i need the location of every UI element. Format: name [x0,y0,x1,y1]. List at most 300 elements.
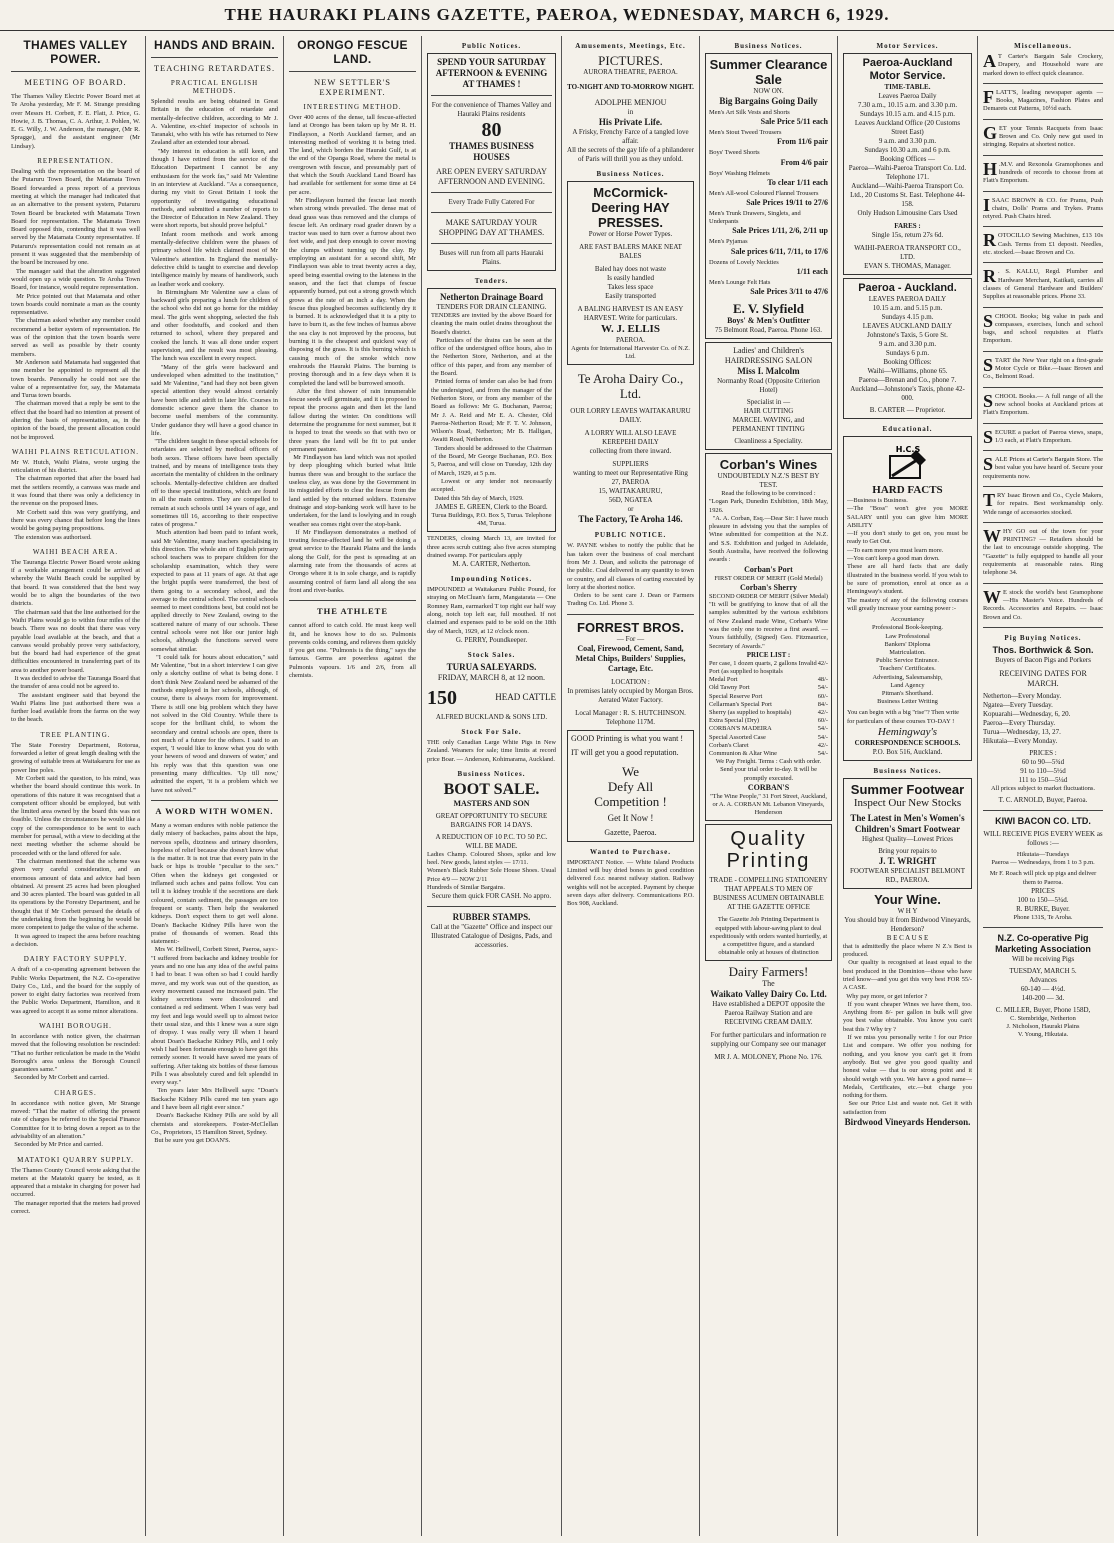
advert-motor-service [843,53,972,275]
classified-text: RY Isaac Brown and Co., Cycle Makers, for repairs. Best workmanship only. Wide range of accessories stocked. [983,491,1105,516]
advert-te-aroha-dairy [567,371,694,525]
drop-cap: R [983,266,996,287]
advert-text: The Factory, Te Aroha 146. [578,514,683,525]
advert-text: A BALING HARVEST IS AN EASY HARVEST. Write for particulars. [577,305,684,322]
classified-text: CHOOL Books.— A full range of all the new school books at Auckland prices at Flatt's Emporium. [983,392,1105,417]
advert-text: For the convenience of Thames Valley and Hauraki Plains residents [431,101,552,118]
section-heading: WAIHI PLAINS RETICULATION. [12,447,139,456]
drop-cap: G [983,122,998,143]
advert-text: MR J. A. MOLONEY, Phone No. 176. [714,1053,823,1062]
article-subtitle: MEETING OF BOARD. [24,77,127,87]
advert-text: PRICES : [1029,748,1057,757]
classified-ad [983,426,1105,447]
advert-firm: J. T. WRIGHT [878,855,937,866]
advert-text: Corban's Sherry [739,582,798,592]
advert-title: Te Aroha Dairy Co., Ltd. [577,371,684,402]
advert-text: 60 to 90—5¾d 91 to 110—5½d 111 to 150—5¼d [1018,757,1068,784]
classified-ad [983,232,1103,257]
section-heading: PRACTICAL ENGLISH METHODS. [170,79,259,95]
classified-ad [983,525,1105,578]
advert-text: FOOTWEAR SPECIALIST BELMONT RD., PAEROA. [850,866,965,884]
advert-firm: ALFRED BUCKLAND & SONS LTD. [435,712,548,721]
advert-text: A REDUCTION OF 10 P.C. TO 50 P.C. WILL BE MADE. [435,832,548,850]
category-heading: Public Notices. [461,42,522,50]
section-heading: WAIHI BEACH AREA. [32,547,119,556]
advert-text: You should buy it from Birdwood Vineyards, Henderson? [844,915,971,933]
classified-text: CHOOL Books; big value in pads and compasses, exercises, lunch and school bags, and school requisites at Flatt's Emporium. [983,312,1105,345]
advert-title: KIWI BACON CO. LTD. [995,816,1091,827]
advert-your-wine [843,892,972,943]
sale-item [709,279,828,297]
advert-text: FIRST ORDER OF MERIT (Gold Medal) [714,574,823,582]
advert-text: wanting to meet our Representative Ring [573,469,688,478]
article-text: Splendid results are being obtained in Great Britain in the education of retardate and mentally-defective children, according to Mr J. A. Valentine, ex-chief inspector of schools in Taranaki, who with his wife has returned to New Zealand after an extended tour abroad. "My interest in education is still keen, and though I have retired from the service of the Education Department I cannot be any enthusiasm for the work fas," said Mr Valentine in an interview at Auckland. "As a consequence, during my visit to Great Britain I took the opportunity of investigating educational methods, and submitted a number of reports to the Director of Education in New Zealand. They were short reports, but should prove helpful." Infant room methods and work among mentally-defective children were the phases of primary school life which claimed most of Mr Valentine's attention. In England the mentally-defective child is taught to exercise and develop intelligence mainly by means of handiwork, such as leather work and cookery. In Birmingham Mr Valentine saw a class of backward girls preparing a lunch for children of the school who did not go home for the midday meal. The girls went shopping, selected the fish and other foodstuffs, and cooked and then returned to school, where they prepared and cooked the lunch. It was all done under expert supervision, and the result was most pleasing. The lunch was excellent in every respect. "Many of the girls were backward and undeveloped when admitted to the institution," said Mr Valentine, "and had they not been given special attention they would almost certainly have been idle and adrift in later life. Courses in domestic science gave them the chance to become useful members of the community. Under guidance they will have a good chance in life. "The children taught in these special schools for retardates are selected by medical officers of both sexes. These officers have been specially trained, and by means of intelligence tests they ascertain the mentality of children in the ordinary schools. Mentally-defective children are drafted off to these special institutions, which are found in all the main centres. They are compelled to remain at such schools until 14 years of age, and sometimes till 16, according to their respective rates of progress." Much attention had been paid to infant work, said Mr Valentine, many teachers specialising in this direction. The whole aim of English primary school teachers was to prepare children for the scholarship examination, which they were expected to pass at 11 years of age. At that age the bright pupils were transferred, the best of them going to a secondary school, and the average to the central school. The central schools seemed to meet conditions best, but could not be applied directly to New Zealand, owing to the scattered nature of many of our schools. These central schools were not like our junior high schools, although the functions served were somewhat similar. "I could talk for hours about education," said Mr Valentine, "but in a short interview I can give only a sketchy outline of what is being done. I don't think New Zealand need be ashamed of the methods employed in her schools, although, of course, there is always room for improvement. There is still one big problem which they have not solved in the Old Country. While there is scope for the brilliant child, to whom the secondary and central schools are open, there is not much of a future for the others. I said to an expert, 'I would like to know what you do with your hewers of wood and drawers of water,' and his reply was that this question was one presenting many difficulties. 'Up till now,' admitted the expert, 'it is a problem which we have not solved.'" [151,98,279,794]
advert-text: Secure them quick FOR CASH. No appro. [431,892,552,901]
advert-text: Highest Quality—Lowest Prices [862,834,953,843]
category-heading: Amusements, Meetings, Etc. [575,42,686,50]
advert-title: Paeroa - Auckland. [858,282,957,294]
advert-text: Call at the "Gazette" Office and inspect our Illustrated Catalogue of Designs, Pads, and accessories. [430,923,553,950]
sale-item-price: Sale Prices 1/11, 2/6, 2/11 up [732,226,828,236]
advert-firm: WAIHI-PAEROA TRANSPORT CO., LTD. [854,244,961,261]
article-text: The Thames County Council wrote asking that the meters at the Matatoki quarry be tested, as it appeared that a mistake in charging for power had occurred. The manager reported that the meters had proved correct. [11,1166,141,1216]
advert-text: The [762,979,775,989]
price-item: Corban's Claret [709,741,749,749]
column-7 [838,36,978,1536]
price-value: 60/- [817,717,828,725]
column-8 [978,36,1108,1536]
advert-title: RUBBER STAMPS. [452,912,531,923]
drop-cap: H [983,158,998,179]
classified-text: ECURE a packet of Paeroa views, snaps, 1/3 each, at Flatt's Emporium. [995,428,1105,444]
sale-item [709,109,828,127]
school-seal-icon [886,442,930,482]
price-value: 48/- [817,676,828,684]
advert-text: PRICE LIST : [746,650,791,659]
price-item: Sherry (as supplied to hospitals) [709,709,792,717]
article-title: A WORD WITH WOMEN. [155,805,274,816]
advert-text: Buyers of Bacon Pigs and Porkers [995,655,1091,664]
advert-firm: Birdwood Vineyards Henderson. [844,1117,971,1128]
article-text: In accordance with notice given, the chairman moved that the following resolution be rescinded: "That no further reticulation be made in the Waihi Borough's area unless the Borough Council guarantees same." Seconded by Mr Corbett and carried. [11,1032,140,1082]
sale-item-name: Men's Art Silk Vests and Shorts [709,109,790,116]
column-1 [6,36,146,1536]
advert-signature: M. A. CARTER, Netherton. [452,560,531,569]
price-value: 42/- [817,659,828,667]
price-row [709,725,828,733]
price-item: Cellarman's Special Port [709,700,772,708]
advert-text: TIME-TABLE. [884,83,931,91]
drop-cap: S [983,390,994,411]
advert-text: HAIR CUTTING MARCEL WAVING, and PERMANENT TINTING [732,407,805,434]
price-value: 54/- [817,684,828,692]
divider [983,119,1103,120]
advert-title: Corban's Wines [719,457,818,473]
price-row [709,684,828,692]
advert-text: 27, PAEROA 15, WAITAKARURU, 56D, NGATEA or [598,478,663,514]
article-subtitle: NEW SETTLER'S EXPERIMENT. [314,77,391,97]
category-heading: Miscellaneous. [1014,42,1072,50]
advert-text: Get It Now ! [607,812,654,823]
sale-item-name: Dozens of Lovely Neckties [709,258,779,266]
classified-text: SAAC BROWN & CO. for Prams, Push chairs, Dolls' Prams and Trykes. Prams retyred. Push Chairs hired. [983,196,1105,221]
advert-text: Competition ! [594,793,667,809]
column-4 [422,36,562,1536]
classified-text: ALE Prices at Carter's Bargain Store. The best value you have heard of. Secure your requirements now. [983,456,1105,480]
divider [983,155,1103,156]
price-value: 42/- [817,741,828,749]
advert-text: LEAVES PAEROA DAILY 10.15 a.m. and 5.15 p.m. Sundays 4.15 p.m. LEAVES AUCKLAND DAILY Johnstone's Taxis, 5 Gore St. 9 a.m. and 3.30 p.m. Sundays 6 p.m. Booking Offices: Waihi—Williams, phone 65. Paeroa—Brenan and Co., phone 7. Auckland—Johnstone's Taxis, phone 42-000. [850,295,965,402]
sale-item-name: Boys' Tweed Shorts [709,149,760,157]
advert-address: Turua Buildings, P.O. Box 5, Turua. Telephone 4M, Turua. [431,511,552,528]
classified-ad [983,390,1105,418]
price-row [709,676,828,684]
price-row [709,693,828,701]
price-row [709,750,828,758]
advert-text: We [622,763,639,779]
advert-address: 75 Belmont Road, Paeroa. Phone 163. [715,326,822,335]
advert-summer-footwear [843,778,972,889]
advert-text: MAKE SATURDAY YOUR SHOPPING DAY AT THAMES. [438,218,545,237]
advert-firm: E. V. Slyfield [732,301,805,317]
price-item: Extra Special (Dry) [709,717,760,725]
classified-text: TART the New Year right on a first-grade Motor Cycle or Bike.—Isaac Brown and Co., Belmont Road. [983,356,1105,381]
sale-item-name: Men's Trunk Drawers, Singlets, and Underpants [709,210,801,226]
category-heading: Wanted to Purchase. [590,847,671,856]
advert-dairy-farmers [705,964,832,1062]
sale-item [709,170,828,188]
advert-text: LOCATION : [611,677,650,686]
advert-address: P.O. Box 516, Auckland. [872,747,943,756]
price-item: Special Reserve Port [709,692,763,700]
advert-text: PRICES [1031,886,1055,895]
advert-text: Corban's Port [744,564,793,574]
advert-text: SECOND ORDER OF MERIT (Silver Medal) [709,592,828,600]
advert-text: HEAD CATTLE [495,692,556,703]
advert-netherton [427,288,556,532]
classified-ad [983,122,1105,150]
sale-item [709,129,828,147]
advert-text: A Frisky, Frenchy Farce of a tangled love affair. All the secrets of the gay life of a philanderer of Paris will thrill you as they unfold. [567,128,694,163]
advert-text: All prices subject to market fluctuations. [991,784,1095,792]
advert-text: WILL RECEIVE PIGS EVERY WEEK as follows :— [983,830,1103,848]
advert-text: A LORRY WILL ALSO LEAVE KEREPEHI DAILY [584,429,677,447]
advert-text: Defy All [607,778,654,794]
advert-text: The Gazette Job Printing Department is equipped with labour-saving plant to deal expeditiously with orders wanted hurriedly, at a competitive figure, and a standard obtainable only at houses of distinction [709,916,828,957]
divider [983,583,1103,584]
drop-cap: F [983,86,994,107]
section-heading: MATATOKI QUARRY SUPPLY. [17,1155,134,1164]
advert-text: Ladies Champ. Coloured Shoes, spike and low heel. New goods, latest styles — 17/11. Women's Black Rubber Sole House Shoes. Usual Price 4/9 — NOW 2/11 Hundreds of Similar Bargains. [427,850,556,891]
advert-pictures [567,53,694,164]
classified-ad [983,489,1105,517]
advert-firm: CORBAN'S [747,782,790,792]
advert-text: IMPORTANT Notice. — White Island Products Limited will buy dried bones in good condition delivered f.o.r. nearest railway station. Railway weights will not be accepted. Payment by cheque seven days after delivery. Communications P.O. Box 908, Auckland. [567,858,696,908]
advert-title: Summer Clearance Sale [709,57,828,87]
drop-cap: T [983,489,996,510]
advert-text: C. Stembridge, Netherton J. Nicholson, Hauraki Plains V. Young, Hikutaia. [1006,1015,1080,1039]
category-heading: PUBLIC NOTICE. [594,531,667,540]
advert-text: We Pay Freight. Terms : Cash with order. Send your trial order to-day. It will be promptly executed. [715,758,822,782]
advert-text: Bring your repairs to [878,846,937,855]
drop-cap: S [983,426,994,447]
advert-text: Many a woman endures with noble patience the daily misery of backaches, pains about the hips, nervous spells, dizziness and urinary disorders, hopeless of relief because she doesn't know what is the matter. It is not true that every pain in the back or hips is trouble "peculiar to the sex." Often when the kidneys get congested or inflamed such aches and pains follow. You can tell it is kidney trouble if the secretions are dark coloured, contain sediment, the passages are too frequent or scanty. Then help the weakened kidneys. Don't expect them to get well alone. Doan's Backache Kidney Pills have won the praise of thousands of women. Read this statement:- Mrs W. Helliwell, Corbett Street, Paeroa, says:- "I suffered from backache and kidney trouble for years and no one has any idea of the awful pains I had to bear. I was often so bad I could hardly move, and my work was out of the question, as every movement caused me increased pain. The kidney secretions were discoloured and contained a red sediment. When I was very bad my feet and legs would swell up to almost twice their usual size, and this I knew was a sure sign of dropsy. I was really very ill when I heard about Doan's Backache Kidney Pills, and I only wish I had been fortunate enough to have got this remedy sooner. It would have saved me years of suffering. After taking six bottles of these famous Pills I was absolutely cured and felt splendid in every way." Ten years later Mrs Helliwell says: "Doan's Backache Kidney Pills cured me ten years ago and I have been all right ever since." Doan's Backache Kidney Pills are sold by all chemists and storekeepers. Foster-McClellan Co., Proprietors, 15 Hamilton Street, Sydney. But be sure you get DOAN'S. [151,821,278,1145]
advert-title: Netherton Drainage Board [440,292,543,302]
advert-text: IMPOUNDED at Waitakaruru Public Pound, for straying on McCluan's farm, Mangatarata — One Romney Ram, earmarked T top right ear half way along, notch top left ear, full mouthed. If not claimed and expenses paid to be sold on the 18th day of March, 1929, at 12 o'clock noon. [427,586,558,635]
advert-text: THE only Canadian Large White Pigs in New Zealand. Weaners for sale; time limits at record price Boar. — Anderson, Kohimarama, Auckland. [427,738,558,763]
advert-text: GREAT OPPORTUNITY TO SECURE BARGAINS FOR 14 DAYS. [435,811,548,829]
advert-text: For further particulars and information re supplying our Company see our manager [710,1031,827,1049]
drop-cap: I [983,194,991,215]
divider [983,387,1103,388]
advert-text: The Latest in Men's Women's Children's Smart Footwear [850,812,965,834]
advert-text: Agents for International Harvester Co. of N.Z. Ltd. [571,345,690,361]
advert-title: Paeroa-Auckland Motor Service. [862,57,953,82]
advert-text: Power or Horse Power Types. [588,230,673,238]
advert-summer-sale [705,53,832,339]
price-item: Medal Port [709,676,738,684]
advert-paeroa-auckland [843,278,972,419]
article-text: Dealing with the representation on the board of the Putaruru Town Board, the Matamata Town Board forwarded a press report of a previous meeting at which the manager had indicated that as an alternative to the present system, Putaruru Town Board be bracketed with Matamata Town Board for representation. The Matamata Town Board opposed this, contending that it was well served by the Matamata County representative. If Putaruru's representation could not remain as at present it was suggested that the membership of the board be increased by one. The manager said that the alteration suggested would open up a wide question. Te Aroha Town Board, for instance, would require representation. Mr Price pointed out that Matamata and other town boards could nominate a man as the county representative. The chairman asked whether any member could recommend a better system of representation. He was of the opinion that the town boards were served as well as possible by their county members. Mr Anderson said Matamata had suggested that one member be appointed to represent all the town boards. Personally he could not see the value of a representative for, say, the Matamata and Turua town boards. The chairman moved that a reply be sent to the effect that the board had no intention at present of altering the basis of representation, as, in the opinion of the board, the present allocation could not be improved. [11,168,141,441]
advert-text: Will be receiving Pigs [1011,955,1075,964]
classified-ad [983,354,1105,382]
advert-title: Ladies' and Children's HAIRDRESSING SALON [724,346,813,366]
advert-text: NOW ON. [753,87,784,95]
advert-text: ARE OPEN EVERY SATURDAY AFTERNOON AND EVENING. [436,167,547,186]
advert-text: "Logan Park, Dunedin Exhibition, 18th May, 1926. "A. A. Corban, Esq.—Dear Sir: I have much pleasure in advising you that the samples of Wine submitted for competition at the N.Z. and S.S. Exhibition and judged in Adelaide, South Australia, have received the following awards : [709,498,828,564]
advert-text: Netherton—Every Monday. Ngatea—Every Tuesday. Kopuarahi—Wednesday, 6, 20. Paeroa—Every Thursday. Turua—Wednesday, 13, 27. Hikutaia—Every Monday. [983,691,1071,745]
sale-item-name: Men's Lounge Felt Hats [709,278,771,286]
svg-text:H.C.S: H.C.S [895,445,920,454]
category-heading: Stock Sales. [467,650,516,659]
advert-text: Inspect Our New Stocks [853,796,962,809]
advert-title: Quality Printing [726,828,811,873]
article-text: Mr W. Hutch, Waihi Plains, wrote urging the reticulation of his district. The chairman reported that after the board had met the settlers recently, a canvass was made and it was found that there was only a deficiency in the revenue on the proposed lines. Mr Corbett said this was very gratifying, and there was every chance that before long the lines would be going paying propositions. The extension was authorised. [11,458,140,541]
drop-cap: A [983,51,996,71]
price-row [709,660,828,676]
divider [983,83,1103,84]
classified-list [983,53,1103,628]
advert-text: ARE FAST BALERS MAKE NEAT BALES [579,243,682,260]
advert-text: "It will be gratifying to know that of all the samples submitted by the various exhibitors of New Zealand made Wine, Corban's Wine was the only one to receive a first award. — Yours faithfully, (Signed) Geo. Fitzmaurice, Secretary of Awards." [709,601,830,650]
advert-firm: Hemingway's [877,725,938,738]
section-heading: REPRESENTATION. [37,157,114,166]
price-item: Communion & Altar Wine [709,750,777,758]
category-heading: Tenders. [474,277,509,285]
sale-item [709,190,828,208]
advert-text: Baled hay does not waste Is easily handled Takes less space Easily transported [594,265,667,300]
price-row [709,701,828,709]
sale-item-price: From 4/6 pair [780,157,828,167]
advert-title: PICTURES. [598,53,663,68]
advert-text: SUPPLIERS [612,460,649,469]
column-6 [700,36,838,1536]
advert-text: B E C A U S E [886,933,929,942]
article-text: In accordance with notice given, Mr Strange moved: "That the matter of offering the present rate of charges be referred to the Special Finance Committee for it to bring down a report as to the advisability of an alteration." Seconded by Mr Price and carried. [11,1099,140,1149]
divider [983,522,1103,523]
sale-item-price: Sale prices 6/11, 7/11, to 17/6 [730,246,828,256]
classified-ad [983,310,1105,346]
sale-item-name: Men's All-wool Coloured Flannel Trousers [709,189,819,197]
sale-item-price: 1/11 each [796,266,828,276]
advert-firm: MASTERS AND SON [453,798,530,808]
advert-text: collecting from there inward. [589,447,672,456]
price-item: CORBAN'S MADEIRA [709,725,772,733]
advert-text: Every Trade Fully Catered For [448,198,535,206]
article-title: THAMES VALLEY POWER. [23,38,128,66]
advert-text: Local Manager : R. S. HUTCHINSON. Telephone 117M. [575,708,686,726]
advert-text: Cleanliness a Speciality. [734,437,803,446]
advert-text: Coal, Firewood, Cement, Sand, Metal Chips, Builders' Supplies, Cartage, Etc. [575,643,686,673]
category-heading: Business Notices. [457,769,526,778]
price-list [709,660,828,758]
category-heading: Impounding Notices. [450,575,533,584]
category-heading: Business Notices. [596,170,665,178]
advert-text: Boys' & Men's Outfitter [727,316,810,326]
sale-item-price: From 11/6 pair [777,137,828,147]
advert-text: Mr F. Roach will pick up pigs and deliver them to Paeroa. [989,870,1097,886]
advert-firm: Waikato Valley Dairy Co. Ltd. [710,989,827,1000]
category-heading: Business Notices. [873,766,942,775]
sale-item-name: Boys' Washing Helmets [709,169,770,177]
divider [983,423,1103,424]
price-row [709,734,828,742]
section-heading: WAIHI BOROUGH. [39,1021,112,1030]
advert-text: TUESDAY, MARCH 5. [1009,967,1077,976]
classified-text: .M.V. and Rexonola Gramophones and hundreds of records to choose from at Flatt's Emporium. [983,160,1105,185]
sale-item [709,149,828,167]
advert-text: IT will get you a good reputation. [571,747,679,757]
advert-corbans [705,453,832,821]
advert-number: 150 [427,686,457,709]
advert-text: that is admittedly the place where N Z.'s Best is produced. Our quality is recognised at least equal to the best produced in the Dominion—those who have tried know—and you get this very best FOR 55/- A CASE. Why pay more, or get inferior ? If you want cheaper Wines we have them, too. Anything from 8/- per gallon in bulk will give you best value obtainable. You know you can't beat this ? Why try ? If we miss you personally write ! for our Price List and compare. We offer you nothing for nothing, and you know you can't get it from anybody. But we give you good quality and honest value — that is our strong point and it should weigh with you. We have a good name—Medals, Certificates, etc.—but charge you nothing for them. See our Price List and waste not. Get it with satisfaction from [843,942,972,1116]
advert-quality-printing [705,824,832,961]
advert-pig-marketing [983,933,1103,1040]
masthead: THE HAURAKI PLAINS GAZETTE, PAEROA, WEDNESDAY, MARCH 6, 1929. [0,0,1114,31]
price-row [709,717,828,725]
advert-text: — For — [616,634,645,643]
sale-item-name: Men's Pyjamas [709,238,748,246]
section-heading: CHARGES. [54,1088,97,1097]
sale-item [709,238,828,256]
advert-kiwi-bacon [983,816,1103,922]
advert-text: FARES : [894,222,921,230]
advert-text: AURORA THEATRE, PAEROA. [583,68,678,76]
sale-item-price: Sale Prices 3/11 to 47/6 [750,287,828,297]
classified-text: ET your Tennis Racquets from Isaac Brown and Co. Only new gut used in stringing. Repairs at shortest notice. [983,124,1105,149]
sale-item-price: Sale Prices 19/11 to 27/6 [746,198,828,208]
advert-text: Single 15s, return 27s 6d. [871,231,944,239]
classified-ad [983,86,1105,114]
category-heading: Educational. [882,425,933,433]
advert-text: Buses will run from all parts Hauraki Plains. [439,249,544,266]
price-row [709,742,828,750]
classified-ad [983,586,1105,622]
advert-text: Advances [1029,976,1057,985]
sale-item-price: To clear 1/11 each [767,177,828,187]
price-value: 54/- [817,733,828,741]
advert-text: Big Bargains Going Daily [719,96,818,106]
section-heading: DAIRY FACTORY SUPPLY. [23,955,128,964]
advert-printing [567,730,694,842]
advert-text: In premises lately occupied by Morgan Bros. Aerated Water Factory. [567,686,694,704]
advert-text: OUR LORRY LEAVES WAITAKARURU DAILY. [570,407,691,425]
divider [983,226,1103,227]
advert-text: Specialist in — [746,398,791,407]
divider [983,486,1103,487]
advert-signature: G. PERRY, Poundkeeper. [455,635,528,644]
advert-text: Phone 131S, Te Aroha. [1013,913,1073,921]
divider [983,351,1103,352]
advert-title: Summer Footwear [850,781,965,797]
advert-text: Read the following to be convinced : [721,490,816,498]
article-text: The Tauranga Electric Power Board wrote asking if a workable arrangement could be arrived at whereby the Waihi Beach could be supplied by that board. It was considered that the best way would be to align the boundaries of the two districts. The chairman said that the line authorised for the Waihi Plains would go to within four miles of the beach. There was no doubt that there was very payable load available at the beach, and that a canvass would probably prove very satisfactory, but the board had had experience of the great difficulties encountered in transferring part of its area to another power board. It was decided to advise the Tauranga Board that the transfer of area could not be agreed to. The assistant engineer said that beyond the Waihi Plains line just authorised there was a further load available from the farms on the way to the beach. [11,558,140,724]
divider [983,262,1103,263]
advert-hay-presses [567,181,694,365]
advert-text: Leaves Paeroa Daily 7.30 a.m., 10.15 a.m. and 3.30 p.m. Sundays 10.15 a.m. and 4.15 p.m. Leaves Auckland Office (20 Customs Street East) 9 a.m. and 3.30 p.m. Sundays 10.30 a.m. and 6 p.m. Booking Offices — Paeroa—Waihi-Paeroa Transport Co. Ltd. Telephone 171. Auckland—Waihi-Paeroa Transport Co. Ltd., 20 Customs St. East. Telephone 44-158. Only Hudson Limousine Cars Used [848,92,967,217]
column-3 [284,36,422,1536]
advert-text: Gazette, Paeroa. [604,827,657,837]
advert-text: in [627,108,634,116]
advert-signature: T. C. ARNOLD, Buyer, Paeroa. [998,796,1088,805]
advert-address: "The Wine People," 31 Fort Street, Auckland, or A. A. CORBAN Mt. Lebanon Vineyards, Henderson [710,792,827,817]
advert-hairdresser [705,342,832,450]
advert-text: THAMES BUSINESS HOUSES [449,141,534,162]
drop-cap: W [983,525,1001,546]
article-text: A draft of a co-operating agreement between the Public Works Department, the N.Z. Co-operative Dairy Co., Ltd., and the board for the supply of power to eight dairy factories was received from the Public Works Department, Hamilton, and it was agreed to accept it as some minor alterations. [11,966,142,1015]
advert-text: EVAN S. THOMAS, Manager. [864,262,951,270]
price-item: Old Tawny Port [709,684,750,692]
advert-title: Dairy Farmers! [728,964,809,980]
price-row [709,709,828,717]
advert-signature: B. CARTER — Proprietor. [869,406,946,414]
advert-text: PAEROA. [615,336,646,344]
advert-text: TO-NIGHT AND TO-MORROW NIGHT. [567,83,694,91]
advert-text: Have established a DEPOT opposite the Paeroa Railway Station and are RECEIVING CREAM DAILY. [712,1000,825,1027]
article-title: HANDS AND BRAIN. [153,38,276,52]
advert-firm: W. J. ELLIS [601,323,660,335]
divider [983,450,1103,451]
article-title: ORONGO FESCUE LAND. [297,38,408,66]
price-value: 42/- [817,709,828,717]
advert-hemingways [843,436,972,761]
advert-text: His Private Life. [598,117,663,127]
category-heading: Pig Buying Notices. [1004,633,1082,642]
sale-item-name: Men's Stout Tweed Trousers [709,129,782,137]
section-heading: INTERESTING METHOD. [303,103,402,111]
advert-subtitle: TENDERS FOR DRAIN CLEANING. [436,303,547,311]
advert-text: TENDERS are invited by the above Board for cleaning the main outlet drains throughout the Board's district. Particulars of the drains can be seen at the office of the undersigned office hours, also in the Netherton Store, Netherton, and at the office of this paper, and from any member of the Board. Printed forms of tender can also be had from the undersigned, and from the manager of the Netherton Store, or from any member of the Board as follows: Mr G. Buchanan, Paeroa; Mr J. A. Reid and Mr E. A. Chester, Old Paeroa-Netherton Road; Mr F. T. V. Johnson, Wilson's Road, Netherton; Mr B. Halligan, Awaiti Road, Netherton. Tenders should be addressed to the Chairman of the Board, Mr George Buchanan, P.O. Box 5, Paeroa, and will close on Tuesday, 12th day of March, 1929, at 5 p.m. Lowest or any tender not necessarily accepted. Dated this 5th day of March, 1929. [431,312,552,502]
price-value: 60/- [817,692,828,700]
classified-text: E stock the world's best Gramophone—His Master's Voice. Hundreds of Records. Accessories and Repairs. — Isaac Brown and Co. [983,588,1105,621]
drop-cap: R [983,230,996,251]
advert-number: 80 [481,119,502,141]
classified-ad [983,53,1103,78]
advert-signature: C. MILLER, Buyer, Phone 158D, [995,1006,1091,1015]
article-subtitle: TEACHING RETARDATES. [153,63,276,73]
advert-title: BOOT SALE. [443,780,540,798]
sale-item [709,210,828,236]
category-heading: Motor Services. [876,42,939,50]
advert-text: FRIDAY, MARCH 8, at 12 noon. [437,672,546,682]
classified-text: LATT'S, leading newspaper agents — Books, Magazines, Fashion Plates and Demarets cut Patterns, 10½d each. [983,88,1105,113]
category-heading: Stock For Sale. [461,727,522,736]
classified-text: T Carter's Bargain Sale Crockery, Drapery, and Household ware are marked down to effect quick clearance. [983,53,1105,77]
classified-text: HY GO out of the town for your PRINTING? — Retailers should be the last to encourage outside shopping. The "Gazette" is fully equipped to handle all your requirements at reasonable rates. Ring telephone 34. [983,527,1105,577]
column-2 [146,36,284,1536]
price-item: Per case, 1 dozen quarts, 2 gallons Invalid Port (as supplied to hospitals [709,659,817,675]
classified-text: OTOCILLO Sewing Machines, £13 10s Cash. Terms from £1 deposit. Needles, etc. stocked.—Isaac Brown and Co. [983,232,1105,257]
